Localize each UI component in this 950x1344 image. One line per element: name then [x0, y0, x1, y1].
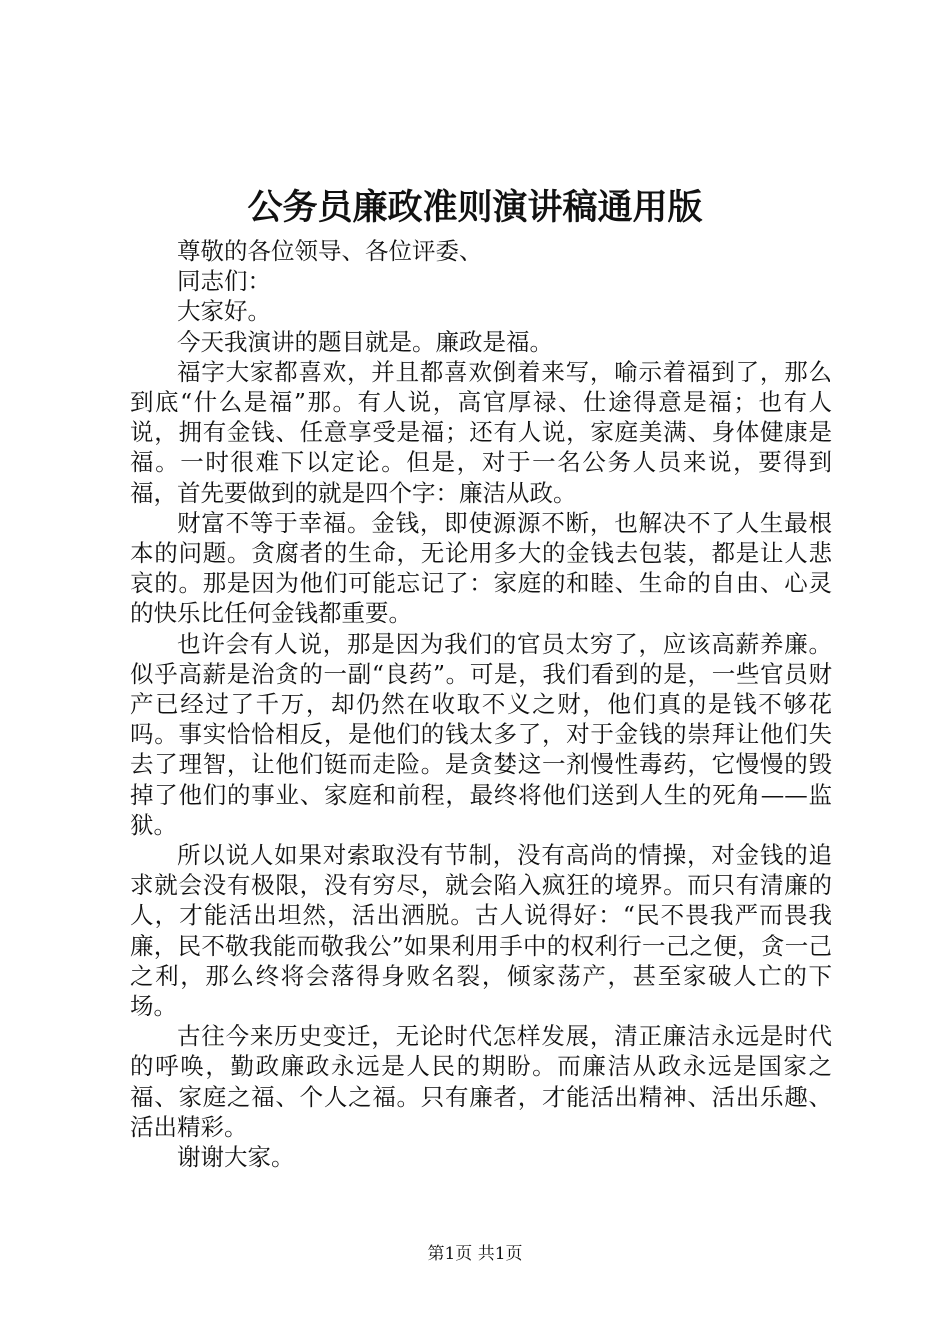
document-body	[130, 236, 832, 1172]
paragraph-salutation-1: 尊敬的各位领导、各位评委、	[177, 237, 483, 265]
paragraph-body-3: 也许会有人说，那是因为我们的官员太穷了，应该高薪养廉。似乎高薪是治贪的一副“良药”。可是，我们看到的是，一些官员财产已经过了千万，却仍然在收取不义之财，他们真的是钱不够花吗。事实恰恰相反，是他们的钱太多了，对于金钱的崇拜让他们失去了理智，让他们铤而走险。是贪婪这一剂慢性毒药，它慢慢的毁掉了他们的事业、家庭和前程，最终将他们送到人生的死角——监狱。	[130, 629, 832, 839]
paragraph-salutation-2: 同志们：	[177, 267, 271, 296]
paragraph-body-2: 财富不等于幸福。金钱，即使源源不断，也解决不了人生最根本的问题。贪腐者的生命，无论用多大的金钱去包装，都是让人悲哀的。那是因为他们可能忘记了：家庭的和睦、生命的自由、心灵的快乐比任何金钱都重要。	[130, 508, 832, 628]
page-number-footer: 第1页 共1页	[427, 1244, 523, 1264]
paragraph-body-4: 所以说人如果对索取没有节制，没有高尚的情操，对金钱的追求就会没有极限，没有穷尽，就会陷入疯狂的境界。而只有清廉的人，才能活出坦然，活出洒脱。古人说得好：“民不畏我严而畏我廉，民不敬我能而敬我公”如果利用手中的权利行一己之便，贪一己之利，那么终将会落得身败名裂，倾家荡产，甚至家破人亡的下场。	[130, 841, 832, 1021]
paragraph-body-1: 福字大家都喜欢，并且都喜欢倒着来写，喻示着福到了，那么到底“什么是福”那。有人说，高官厚禄、仕途得意是福；也有人说，拥有金钱、任意享受是福；还有人说，家庭美满、身体健康是福。一时很难下以定论。但是，对于一名公务人员来说，要得到福，首先要做到的就是四个字：廉洁从政。	[130, 357, 832, 507]
document-title: 公务员廉政准则演讲稿通用版	[247, 187, 703, 228]
paragraph-topic: 今天我演讲的题目就是。廉政是福。	[177, 327, 553, 356]
paragraph-body-5: 古往今来历史变迁，无论时代怎样发展，清正廉洁永远是时代的呼唤，勤政廉政永远是人民的期盼。而廉洁从政永远是国家之福、家庭之福、个人之福。只有廉者，才能活出精神、活出乐趣、活出精彩。	[130, 1022, 832, 1141]
paragraph-closing: 谢谢大家。	[177, 1143, 295, 1172]
paragraph-greeting: 大家好。	[177, 297, 271, 326]
